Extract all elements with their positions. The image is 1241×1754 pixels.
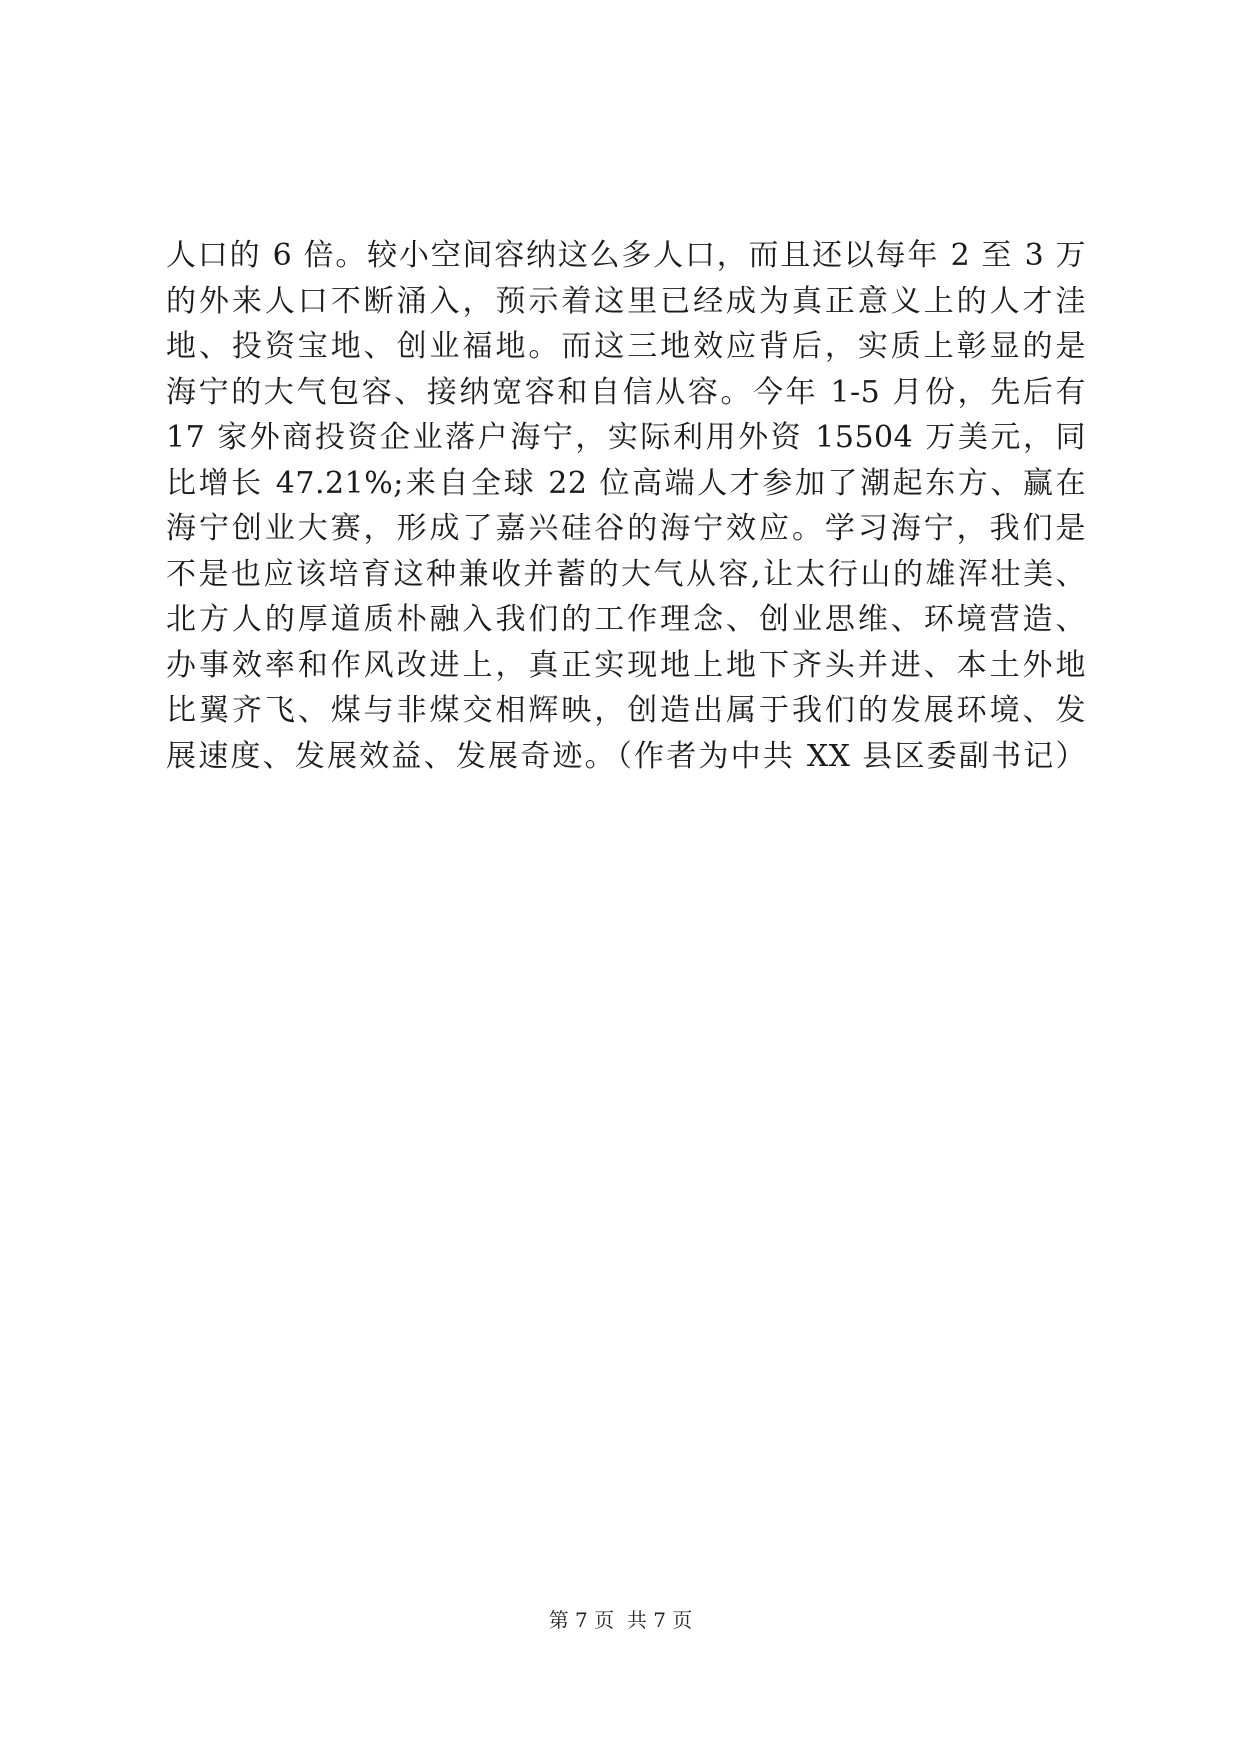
text-line: 办事效率和作风改进上，真正实现地上地下齐头并进、本土外地: [166, 647, 1086, 683]
text-line: 地、投资宝地、创业福地。而这三地效应背后，实质上彰显的是: [166, 329, 1086, 364]
text-line: 北方人的厚道质朴融入我们的工作理念、创业思维、环境营造、: [166, 602, 1086, 637]
text-line: 展速度、发展效益、发展奇迹。（作者为中共 XX 县区委副书记）: [166, 738, 1086, 774]
page-number-footer: 第 7 页 共 7 页: [548, 1608, 693, 1632]
text-line: 不是也应该培育这种兼收并蓄的大气从容,让太行山的雄浑壮美、: [166, 556, 1086, 592]
text-line: 比增长 47.21%;来自全球 22 位高端人才参加了潮起东方、赢在: [166, 465, 1086, 501]
text-line: 17 家外商投资企业落户海宁，实际利用外资 15504 万美元，同: [166, 420, 1086, 455]
body-paragraph: [166, 233, 1086, 779]
text-line: 人口的 6 倍。较小空间容纳这么多人口，而且还以每年 2 至 3 万: [166, 238, 1086, 273]
text-line: 的外来人口不断涌入，预示着这里已经成为真正意义上的人才洼: [166, 283, 1086, 319]
text-line: 比翼齐飞、煤与非煤交相辉映，创造出属于我们的发展环境、发: [166, 693, 1086, 728]
text-line: 海宁的大气包容、接纳宽容和自信从容。今年 1-5 月份，先后有: [166, 374, 1086, 410]
text-line: 海宁创业大赛，形成了嘉兴硅谷的海宁效应。学习海宁，我们是: [166, 511, 1086, 546]
